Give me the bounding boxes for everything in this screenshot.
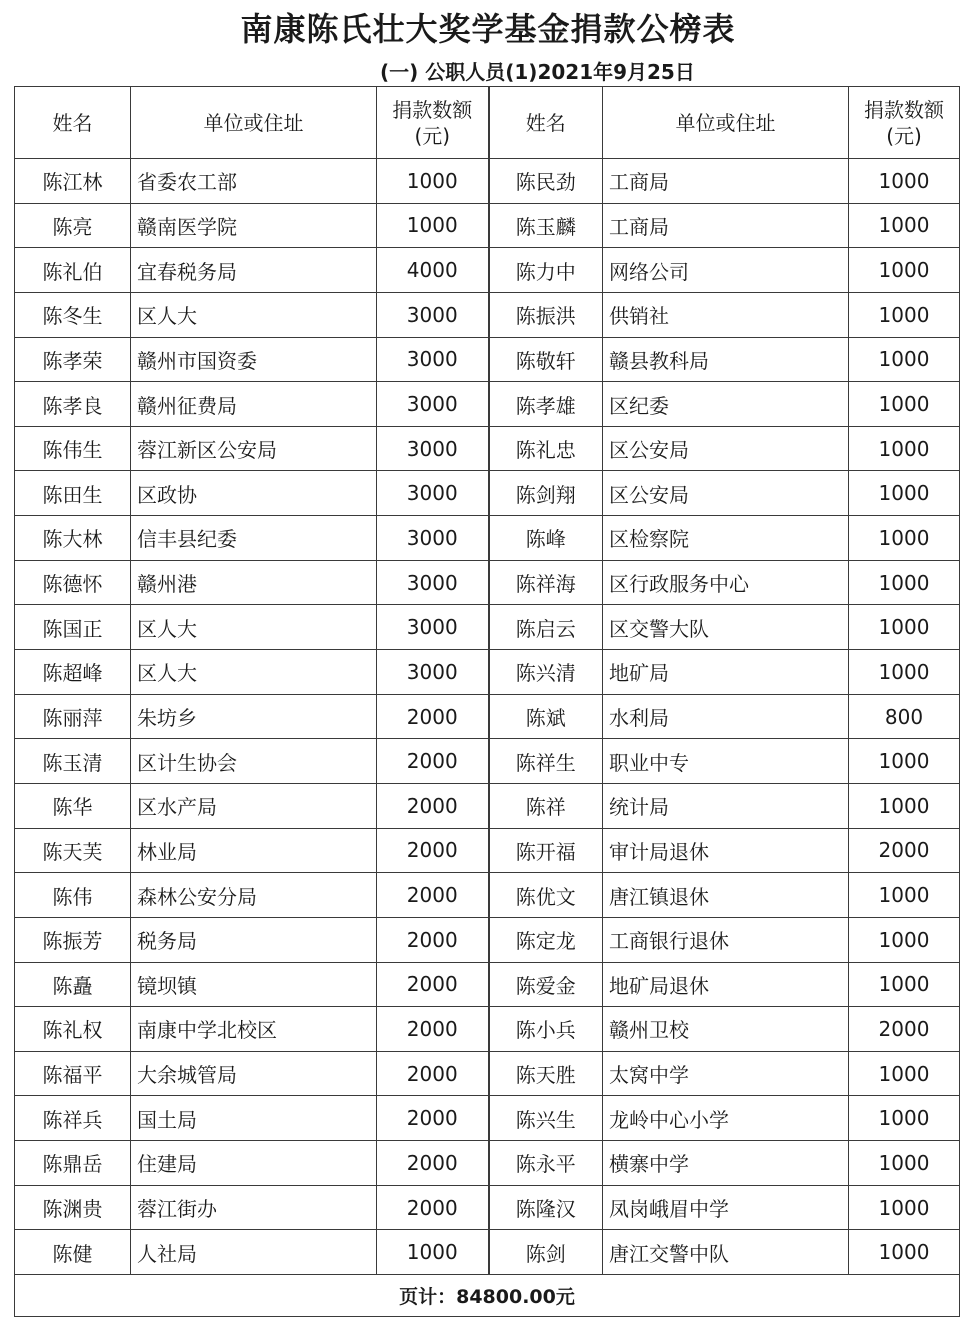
- donation-amount-cell: 1000: [849, 292, 960, 337]
- donor-unit-cell: 区检察院: [603, 516, 849, 561]
- donor-name-cell: 陈国正: [15, 605, 131, 650]
- donor-name-cell: 陈敬轩: [489, 337, 603, 382]
- donation-amount-cell: 1000: [849, 337, 960, 382]
- donation-amount-cell: 3000: [377, 650, 489, 695]
- table-row: [15, 1185, 960, 1230]
- donation-amount-cell: 2000: [377, 917, 489, 962]
- donor-unit-cell: 唐江交警中队: [603, 1230, 849, 1275]
- table-row: [15, 650, 960, 695]
- donor-name-cell: 陈斌: [489, 694, 603, 739]
- donor-name-cell: 陈丽萍: [15, 694, 131, 739]
- donor-name-cell: 陈振芳: [15, 917, 131, 962]
- table-row: [15, 1096, 960, 1141]
- donor-name-cell: 陈德怀: [15, 560, 131, 605]
- table-row: [15, 426, 960, 471]
- donor-name-cell: 陈隆汉: [489, 1185, 603, 1230]
- donation-amount-cell: 1000: [849, 650, 960, 695]
- donor-unit-cell: 赣州港: [131, 560, 377, 605]
- donor-name-cell: 陈小兵: [489, 1007, 603, 1052]
- donation-amount-cell: 1000: [849, 560, 960, 605]
- table-row: [15, 1051, 960, 1096]
- donation-amount-cell: 2000: [377, 1096, 489, 1141]
- donation-table: [14, 86, 960, 1317]
- donor-unit-cell: 唐江镇退休: [603, 873, 849, 918]
- donation-amount-cell: 1000: [849, 248, 960, 293]
- donor-name-cell: 陈伟: [15, 873, 131, 918]
- donor-name-cell: 陈亮: [15, 203, 131, 248]
- donation-amount-cell: 1000: [377, 203, 489, 248]
- donor-name-cell: 陈大林: [15, 516, 131, 561]
- donation-amount-cell: 2000: [377, 783, 489, 828]
- donor-name-cell: 陈玉麟: [489, 203, 603, 248]
- donation-amount-cell: 1000: [849, 739, 960, 784]
- donor-name-cell: 陈天胜: [489, 1051, 603, 1096]
- donor-unit-cell: 区水产局: [131, 783, 377, 828]
- donor-unit-cell: 信丰县纪委: [131, 516, 377, 561]
- table-row: [15, 471, 960, 516]
- donor-unit-cell: 林业局: [131, 828, 377, 873]
- donor-name-cell: 陈兴生: [489, 1096, 603, 1141]
- donor-name-cell: 陈启云: [489, 605, 603, 650]
- donation-amount-cell: 1000: [849, 516, 960, 561]
- donor-name-cell: 陈田生: [15, 471, 131, 516]
- table-row: [15, 917, 960, 962]
- donor-name-cell: 陈开福: [489, 828, 603, 873]
- header-amount-unit: (元): [414, 123, 451, 148]
- donor-unit-cell: 横寨中学: [603, 1141, 849, 1186]
- table-row: [15, 337, 960, 382]
- donor-unit-cell: 区政协: [131, 471, 377, 516]
- donor-name-cell: 陈祥: [489, 783, 603, 828]
- donor-name-cell: 陈孝荣: [15, 337, 131, 382]
- header-amount-label: 捐款数额: [864, 97, 944, 122]
- page-title: 南康陈氏壮大奖学基金捐款公榜表: [240, 10, 736, 48]
- donor-unit-cell: 国土局: [131, 1096, 377, 1141]
- donor-unit-cell: 南康中学北校区: [131, 1007, 377, 1052]
- donation-amount-cell: 1000: [849, 1096, 960, 1141]
- donor-name-cell: 陈礼忠: [489, 426, 603, 471]
- donation-amount-cell: 3000: [377, 292, 489, 337]
- donor-unit-cell: 工商银行退休: [603, 917, 849, 962]
- donation-amount-cell: 2000: [377, 828, 489, 873]
- donation-amount-cell: 3000: [377, 471, 489, 516]
- donation-amount-cell: 3000: [377, 337, 489, 382]
- table-row: [15, 828, 960, 873]
- donor-name-cell: 陈祥生: [489, 739, 603, 784]
- donor-name-cell: 陈健: [15, 1230, 131, 1275]
- donor-name-cell: 陈力中: [489, 248, 603, 293]
- donor-name-cell: 陈矗: [15, 962, 131, 1007]
- donor-unit-cell: 工商局: [603, 159, 849, 204]
- donor-name-cell: 陈玉清: [15, 739, 131, 784]
- donation-amount-cell: 1000: [849, 159, 960, 204]
- donation-amount-cell: 1000: [377, 159, 489, 204]
- header-amount-unit: (元): [886, 123, 922, 148]
- donation-amount-cell: 3000: [377, 560, 489, 605]
- donor-name-cell: 陈礼伯: [15, 248, 131, 293]
- header-amount-right: [849, 87, 960, 159]
- donor-name-cell: 陈祥兵: [15, 1096, 131, 1141]
- donor-unit-cell: 赣县教科局: [603, 337, 849, 382]
- donation-amount-cell: 2000: [377, 739, 489, 784]
- donation-amount-cell: 1000: [849, 426, 960, 471]
- donation-amount-cell: 1000: [377, 1230, 489, 1275]
- donation-amount-cell: 4000: [377, 248, 489, 293]
- donor-name-cell: 陈孝雄: [489, 382, 603, 427]
- donor-name-cell: 陈爱金: [489, 962, 603, 1007]
- donor-unit-cell: 住建局: [131, 1141, 377, 1186]
- donor-unit-cell: 供销社: [603, 292, 849, 337]
- donation-amount-cell: 3000: [377, 382, 489, 427]
- donor-name-cell: 陈渊贵: [15, 1185, 131, 1230]
- table-row: [15, 159, 960, 204]
- donor-name-cell: 陈华: [15, 783, 131, 828]
- donor-unit-cell: 审计局退休: [603, 828, 849, 873]
- donor-name-cell: 陈永平: [489, 1141, 603, 1186]
- table-row: [15, 248, 960, 293]
- donor-name-cell: 陈民劲: [489, 159, 603, 204]
- donation-amount-cell: 2000: [377, 1051, 489, 1096]
- header-amount-label: 捐款数额: [392, 97, 473, 122]
- donor-name-cell: 陈礼权: [15, 1007, 131, 1052]
- table-row: [15, 962, 960, 1007]
- donation-amount-cell: 800: [849, 694, 960, 739]
- table-row: [15, 873, 960, 918]
- donor-unit-cell: 赣州市国资委: [131, 337, 377, 382]
- donor-unit-cell: 太窝中学: [603, 1051, 849, 1096]
- header-name-left: 姓名: [15, 87, 131, 159]
- donor-name-cell: 陈兴清: [489, 650, 603, 695]
- donor-unit-cell: 区人大: [131, 605, 377, 650]
- donor-unit-cell: 省委农工部: [131, 159, 377, 204]
- donor-unit-cell: 职业中专: [603, 739, 849, 784]
- donor-unit-cell: 龙岭中心小学: [603, 1096, 849, 1141]
- donation-amount-cell: 2000: [849, 1007, 960, 1052]
- donor-unit-cell: 区纪委: [603, 382, 849, 427]
- header-name-right: 姓名: [489, 87, 603, 159]
- donor-name-cell: 陈伟生: [15, 426, 131, 471]
- donation-amount-cell: 1000: [849, 1230, 960, 1275]
- header-amount-left: [377, 87, 489, 159]
- table-row: [15, 292, 960, 337]
- table-row: [15, 1141, 960, 1186]
- donation-amount-cell: 2000: [377, 962, 489, 1007]
- donor-unit-cell: 区公安局: [603, 471, 849, 516]
- table-row: [15, 783, 960, 828]
- donation-amount-cell: 2000: [377, 694, 489, 739]
- donor-unit-cell: 区人大: [131, 292, 377, 337]
- donation-amount-cell: 1000: [849, 382, 960, 427]
- donor-name-cell: 陈剑: [489, 1230, 603, 1275]
- donor-name-cell: 陈祥海: [489, 560, 603, 605]
- donor-name-cell: 陈优文: [489, 873, 603, 918]
- donation-amount-cell: 1000: [849, 873, 960, 918]
- donor-unit-cell: 大余城管局: [131, 1051, 377, 1096]
- donation-amount-cell: 1000: [849, 1185, 960, 1230]
- donor-unit-cell: 水利局: [603, 694, 849, 739]
- table-row: [15, 203, 960, 248]
- donation-amount-cell: 1000: [849, 783, 960, 828]
- total-row: [15, 1275, 960, 1317]
- donation-amount-cell: 3000: [377, 516, 489, 561]
- donation-amount-cell: 1000: [849, 1051, 960, 1096]
- donor-unit-cell: 凤岗峨眉中学: [603, 1185, 849, 1230]
- donor-name-cell: 陈峰: [489, 516, 603, 561]
- table-row: [15, 739, 960, 784]
- donor-name-cell: 陈孝良: [15, 382, 131, 427]
- table-body: [15, 159, 960, 1275]
- table-row: [15, 694, 960, 739]
- table-row: [15, 1230, 960, 1275]
- donation-amount-cell: 3000: [377, 605, 489, 650]
- donor-unit-cell: 宜春税务局: [131, 248, 377, 293]
- donor-unit-cell: 网络公司: [603, 248, 849, 293]
- donor-unit-cell: 蓉江新区公安局: [131, 426, 377, 471]
- donor-unit-cell: 工商局: [603, 203, 849, 248]
- donor-name-cell: 陈江林: [15, 159, 131, 204]
- donor-name-cell: 陈剑翔: [489, 471, 603, 516]
- table-header-row: [15, 87, 960, 159]
- donor-unit-cell: 区人大: [131, 650, 377, 695]
- donor-name-cell: 陈定龙: [489, 917, 603, 962]
- donor-name-cell: 陈天芙: [15, 828, 131, 873]
- donation-amount-cell: 1000: [849, 605, 960, 650]
- donor-unit-cell: 区交警大队: [603, 605, 849, 650]
- donor-name-cell: 陈超峰: [15, 650, 131, 695]
- donor-unit-cell: 朱坊乡: [131, 694, 377, 739]
- donation-amount-cell: 1000: [849, 203, 960, 248]
- table-row: [15, 516, 960, 561]
- donor-unit-cell: 统计局: [603, 783, 849, 828]
- donor-unit-cell: 赣南医学院: [131, 203, 377, 248]
- header-unit-left: 单位或住址: [131, 87, 377, 159]
- donation-amount-cell: 1000: [849, 917, 960, 962]
- donation-amount-cell: 2000: [849, 828, 960, 873]
- donor-unit-cell: 税务局: [131, 917, 377, 962]
- donor-unit-cell: 赣州卫校: [603, 1007, 849, 1052]
- donor-unit-cell: 镜坝镇: [131, 962, 377, 1007]
- donation-amount-cell: 2000: [377, 1141, 489, 1186]
- table-row: [15, 1007, 960, 1052]
- header-unit-right: 单位或住址: [603, 87, 849, 159]
- donation-amount-cell: 2000: [377, 873, 489, 918]
- donor-unit-cell: 森林公安分局: [131, 873, 377, 918]
- donor-unit-cell: 区公安局: [603, 426, 849, 471]
- table-row: [15, 605, 960, 650]
- donation-amount-cell: 1000: [849, 1141, 960, 1186]
- donation-amount-cell: 3000: [377, 426, 489, 471]
- donor-unit-cell: 赣州征费局: [131, 382, 377, 427]
- donor-unit-cell: 区行政服务中心: [603, 560, 849, 605]
- page-subtitle: (一) 公职人员(1)2021年9月25日: [380, 60, 695, 84]
- donor-unit-cell: 人社局: [131, 1230, 377, 1275]
- donor-unit-cell: 区计生协会: [131, 739, 377, 784]
- donation-amount-cell: 1000: [849, 471, 960, 516]
- table-row: [15, 560, 960, 605]
- donation-amount-cell: 1000: [849, 962, 960, 1007]
- donor-name-cell: 陈福平: [15, 1051, 131, 1096]
- donor-unit-cell: 地矿局退休: [603, 962, 849, 1007]
- donation-amount-cell: 2000: [377, 1007, 489, 1052]
- donor-name-cell: 陈鼎岳: [15, 1141, 131, 1186]
- table-row: [15, 382, 960, 427]
- donor-unit-cell: 地矿局: [603, 650, 849, 695]
- donor-name-cell: 陈冬生: [15, 292, 131, 337]
- donation-amount-cell: 2000: [377, 1185, 489, 1230]
- page-total: 页计：84800.00元: [15, 1275, 960, 1317]
- donor-name-cell: 陈振洪: [489, 292, 603, 337]
- donor-unit-cell: 蓉江街办: [131, 1185, 377, 1230]
